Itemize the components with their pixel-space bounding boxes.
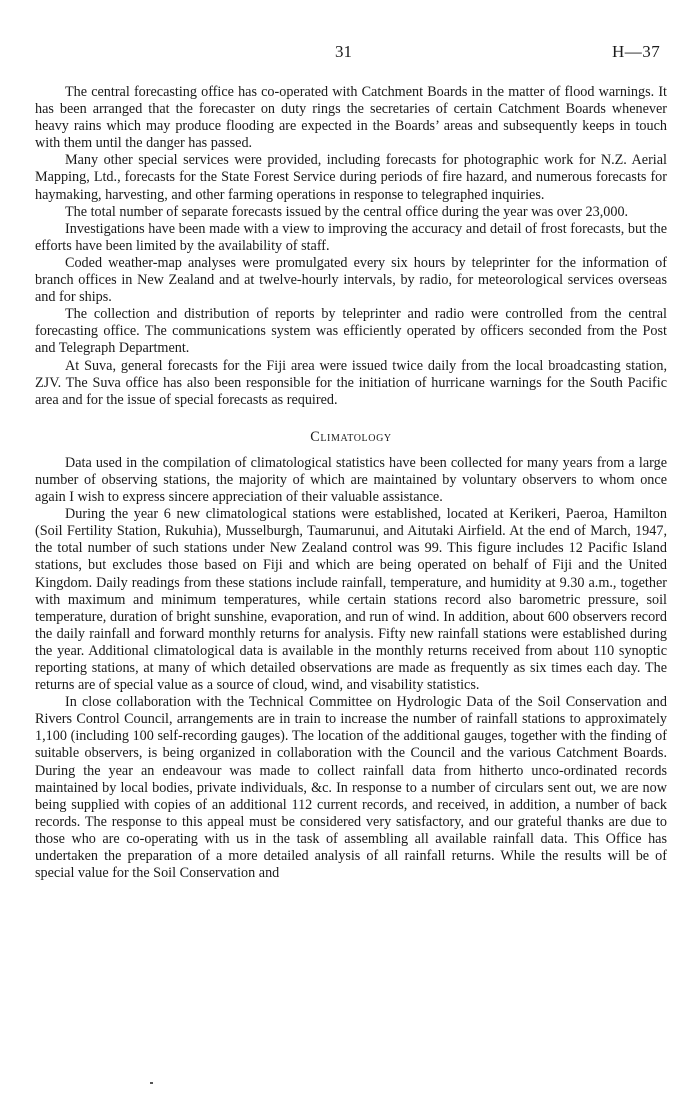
paragraph-forecast-total: The total number of separate forecasts issued by the central office during the year was over 23,000. (65, 203, 629, 220)
paragraph-hydrologic-collaboration: In close collaboration with the Technical Committee on Hydrologic Data of the Soil Conservation and Rivers Control Council, arrangements are in train to increase the number of rainfall stations to approximately 1,100 (including 100 self-recording gauges). The location of the additional gauges, together with the finding of suitable observers, is being organized in collaboration with the Council and the various Catchment Boards. During the year an endeavour was made to collect rainfall data from hitherto unco-ordinated records maintained by local bodies, private individuals, &c. In response to a number of circulars sent out, we are now being supplied with copies of an additional 112 current records, and received, in addition, a number of back records. The response to this appeal must be considered very satisfactory, and our grateful thanks are due to those who are co-operating with us in the task of assembling all available rainfall data. This Office has undertaken the preparation of a more detailed analysis of all rainfall returns. While the results will be of special value for the Soil Conservation and (35, 694, 667, 882)
paragraph-weather-map-analyses: Coded weather-map analyses were promulgated every six hours by teleprinter for the information of branch offices in New Zealand and at twelve-hourly intervals, by radio, for meteorological services overseas and for ships. (35, 254, 667, 306)
paragraph-climatological-data: Data used in the compilation of climatological statistics have been collected for many years from a large number of observing stations, the majority of which are maintained by voluntary observers to whom once again I wish to express sincere appreciation of their valuable assistance. (35, 454, 667, 506)
print-speck (150, 1082, 153, 1084)
page-header (0, 42, 700, 66)
paragraph-communications: The collection and distribution of reports by teleprinter and radio were controlled from the central forecasting office. The communications system was efficiently operated by officers seconded from the Post and Telegraph Department. (35, 306, 667, 357)
paragraph-flood-warnings: The central forecasting office has co-operated with Catchment Boards in the matter of flood warnings. It has been arranged that the forecaster on duty rings the secretaries of certain Catchment Boards whenever heavy rains which may produce flooding are expected in the Boards’ areas and subsequently keeps in touch with them until the danger has passed. (35, 84, 667, 152)
body-text (35, 84, 667, 882)
paragraph-frost-forecasts: Investigations have been made with a view to improving the accuracy and detail of frost forecasts, but the efforts have been limited by the availability of staff. (35, 220, 667, 254)
section-heading-climatology: Climatology (310, 428, 392, 445)
paragraph-special-services: Many other special services were provided, including forecasts for photographic work for N.Z. Aerial Mapping, Ltd., forecasts for the State Forest Service during periods of fire hazard, and numerous forecasts for haymaking, harvesting, and other farming operations in response to telegraphed inquiries. (35, 152, 667, 203)
document-reference: H—37 (612, 42, 661, 61)
paragraph-new-stations: During the year 6 new climatological stations were established, located at Kerikeri, Paeroa, Hamilton (Soil Fertility Station, Rukuhia), Musselburgh, Taumarunui, and Aitutaki Airfield. At the end of March, 1947, the total number of such stations under New Zealand control was 99. This figure includes 12 Pacific Island stations, but excludes those based on Fiji and which are being operated on behalf of Fiji and the United Kingdom. Daily readings from these stations include rainfall, temperature, and humidity at 9.30 a.m., together with maximum and minimum temperatures, while certain stations record also barometric pressure, soil temperature, duration of bright sunshine, evaporation, and run of wind. In addition, about 600 observers record the daily rainfall and forward monthly returns for analysis. Fifty new rainfall stations were established during the year. Additional climatological data is available in the monthly returns received from about 110 synoptic reporting stations, at many of which detailed observations are made as frequently as six times each day. The returns are of special value as a source of cloud, wind, and visability statistics. (35, 506, 667, 694)
paragraph-suva-office: At Suva, general forecasts for the Fiji area were issued twice daily from the local broadcasting station, ZJV. The Suva office has also been responsible for the initiation of hurricane warnings for the South Pacific area and for the issue of special forecasts as required. (35, 357, 667, 408)
page-number: 31 (335, 42, 352, 61)
